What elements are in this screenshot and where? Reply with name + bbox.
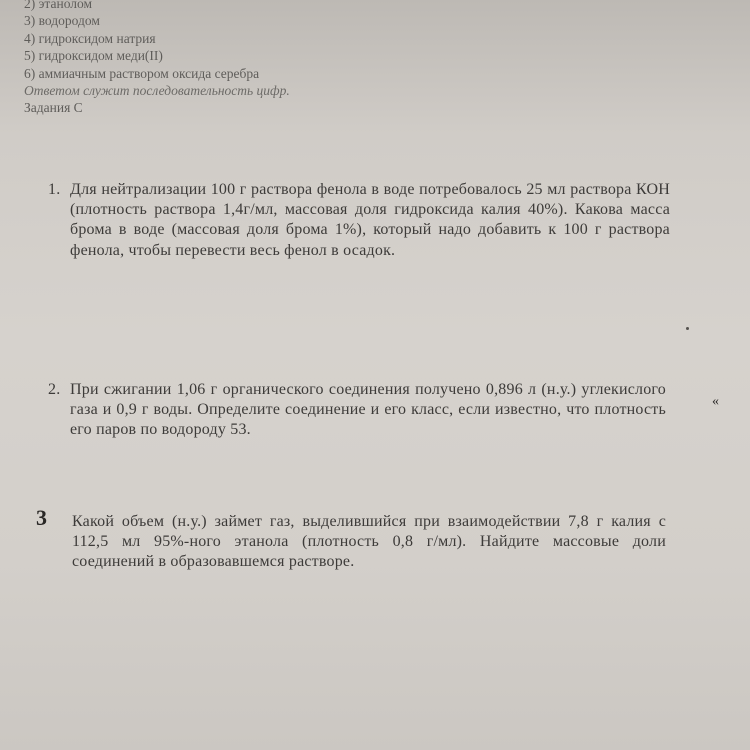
answer-instruction: Ответом служит последовательность цифр. <box>24 83 290 99</box>
option-4: 4) гидроксидом натрия <box>24 30 156 46</box>
speck-dot <box>686 327 689 330</box>
task-3-number-handwritten: 3 <box>36 505 48 530</box>
task-3-text: Какой объем (н.у.) займет газ, выделившийся при взаимодействии 7,8 г калия с 112,5 мл 95%-ного этанола (плотность 0,8 г/мл). Найдите массовые доли соединений в образовавшемся растворе. <box>72 513 666 571</box>
option-2: 2) этанолом <box>24 0 93 11</box>
task-2 <box>48 380 666 441</box>
task-2-text: При сжигании 1,06 г органического соединения получено 0,896 л (н.у.) углекислого газа и 0,9 г воды. Определите соединение и его класс, если известно, что плотность его паров по водороду 53. <box>70 381 666 439</box>
task-3 <box>36 505 666 573</box>
task-1-text: Для нейтрализации 100 г раствора фенола в воде потребовалось 25 мл раствора КОН (плотность раствора 1,4г/мл, массовая доля гидроксида калия 40%). Какова масса брома в воде (массовая доля брома 1%), который надо добавить к 100 г раствора фенола, чтобы перевести весь фенол в осадок. <box>70 181 670 259</box>
task-1 <box>48 180 670 261</box>
task-1-number: 1. <box>48 181 61 198</box>
answer-options-list <box>24 0 290 117</box>
option-3: 3) водородом <box>24 13 100 29</box>
option-5: 5) гидроксидом меди(II) <box>24 48 163 64</box>
margin-mark: « <box>712 394 719 409</box>
task-2-number: 2. <box>48 381 61 398</box>
section-title: Задания С <box>24 100 83 116</box>
option-6: 6) аммиачным раствором оксида серебра <box>24 65 260 81</box>
